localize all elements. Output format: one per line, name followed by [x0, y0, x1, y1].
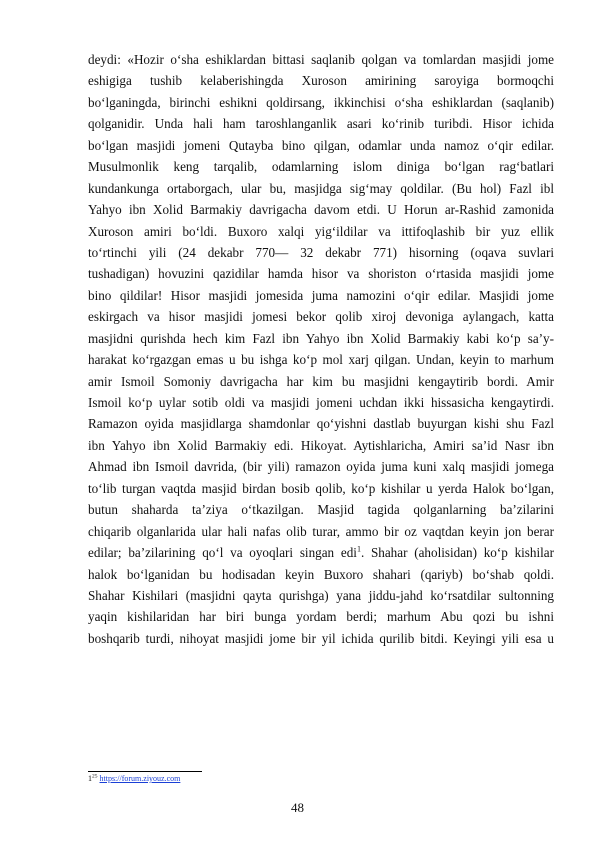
text-line: Yahyo ibn Xolid Barmakiy davrigacha davom etdi. U Horun ar-Rashid zamonida	[88, 202, 554, 218]
text-line: Ramazon oyida masjidlarga shamdonlar qo‘yishni dastlab buyurgan kishi shu Fazl	[88, 416, 554, 432]
text-line: kundankunga ortaborgach, ular bu, masjidga sig‘may qoldilar. (Bu hol) Fazl ibl	[88, 180, 554, 196]
text-line: harakat ko‘rgazgan emas u bu ishga ko‘p mol xarj qilgan. Undan, keyin to marhum	[88, 352, 554, 368]
footnote-sup: 25	[92, 773, 98, 780]
text-line: bo‘lgan masjidi jomeni Qutayba bino qilgan, odamlar unda namoz o‘qir edilar.	[88, 137, 554, 153]
text-line: Ismoil ko‘p uylar sotib oldi va masjidi jomeni uchdan ikki hissasicha kengaytirdi.	[88, 395, 554, 410]
text-line: Musulmonlik keng tarqalib, odamlarning islom diniga bo‘lgan rag‘batlari	[88, 159, 554, 175]
text-line: yaqin kishilaridan har biri bunga yordam berdi; marhum Abu qozi bu ishni	[88, 609, 554, 625]
text-line: tushadigan) hovuzini qazidilar hamda hisor va shoriston o‘rtasida masjidi jome	[88, 266, 554, 282]
footnote-link[interactable]: https://forum.ziyouz.com	[99, 774, 181, 783]
footnote-marker: 1	[356, 544, 361, 554]
text-line: qolganidir. Unda hali ham taroshlanganlik asari ko‘rinib turibdi. Hisor ichida	[88, 116, 554, 132]
footnote-divider	[88, 771, 202, 772]
footnote	[88, 774, 180, 784]
text-line-tail: . Shahar (aholisidan) ko‘p kishilar	[360, 545, 554, 561]
text-line: amir Ismoil Somoniy davrigacha har kim bu masjidni kengaytirib bordi. Amir	[88, 373, 554, 389]
text-line: Shahar Kishilari (masjidni qayta qurishga) yana jiddu-jahd ko‘rsatdilar sultonning	[88, 587, 554, 603]
text-line: boshqarib turdi, nihoyat masjidi jome bir yil ichida qurilib bitdi. Keyingi yili esa u	[88, 630, 554, 646]
text-line: halok bo‘lganidan bu hodisadan keyin Buxoro shahari (qariyb) bo‘shab qoldi.	[88, 566, 554, 582]
text-line: to‘rtinchi yili (24 dekabr 770— 32 dekabr 771) hisorning (oqava suvlari	[88, 244, 554, 260]
text-line-head: edilar; ba’zilarining qo‘l va oyoqlari singan edi	[88, 545, 357, 561]
text-line: to‘lib turgan vaqtda masjid birdan bosib qolib, ko‘p kishilar u yerda Halok bo‘lgan,	[88, 480, 554, 496]
text-line-with-footnote	[88, 542, 554, 563]
text-line: masjidni qurishda hech kim Fazl ibn Yahyo ibn Xolid Barmakiy kabi ko‘p sa’y-	[88, 330, 554, 346]
body-paragraph	[88, 49, 554, 649]
text-line: eskirgach va hisor masjidi jomesi bekor qolib xiroj devoniga aylangach, katta	[88, 309, 554, 325]
text-line: chiqarib olganlarida ular hali nafas olib turar, ammo bir oz vaqtdan keyin jon berar	[88, 523, 554, 539]
text-line: Xuroson amiri bo‘ldi. Buxoro xalqi yig‘ildilar va ittifoqlashib bir yuz ellik	[88, 223, 554, 239]
text-line: bino qildilar! Hisor masjidi jomesida juma namozini o‘qir edilar. Masjidi jome	[88, 287, 554, 303]
footnote-number: 1	[88, 774, 92, 783]
page-number: 48	[291, 800, 304, 815]
text-line: ibn Yahyo ibn Xolid Barmakiy edi. Hikoyat. Aytishlaricha, Amiri sa’id Nasr ibn	[88, 437, 554, 453]
text-line: eshigiga tushib kelaberishingda Xuroson amirining saroyiga bormoqchi	[88, 73, 554, 89]
text-line: Ahmad ibn Ismoil davrida, (bir yili) ramazon oyida juma kuni xalq masjidi jomega	[88, 459, 554, 475]
text-line: bo‘lganingda, birinchi eshikni qoldirsang, ikkinchisi o‘sha eshiklardan (saqlanib)	[88, 94, 554, 110]
text-line: butun shaharda ta’ziya o‘tkazilgan. Masjid tagida qolganlarning ba’zilarini	[88, 502, 554, 518]
text-line: deydi: «Hozir o‘sha eshiklardan bittasi saqlanib qolgan va tomlardan masjidi jome	[88, 52, 554, 67]
